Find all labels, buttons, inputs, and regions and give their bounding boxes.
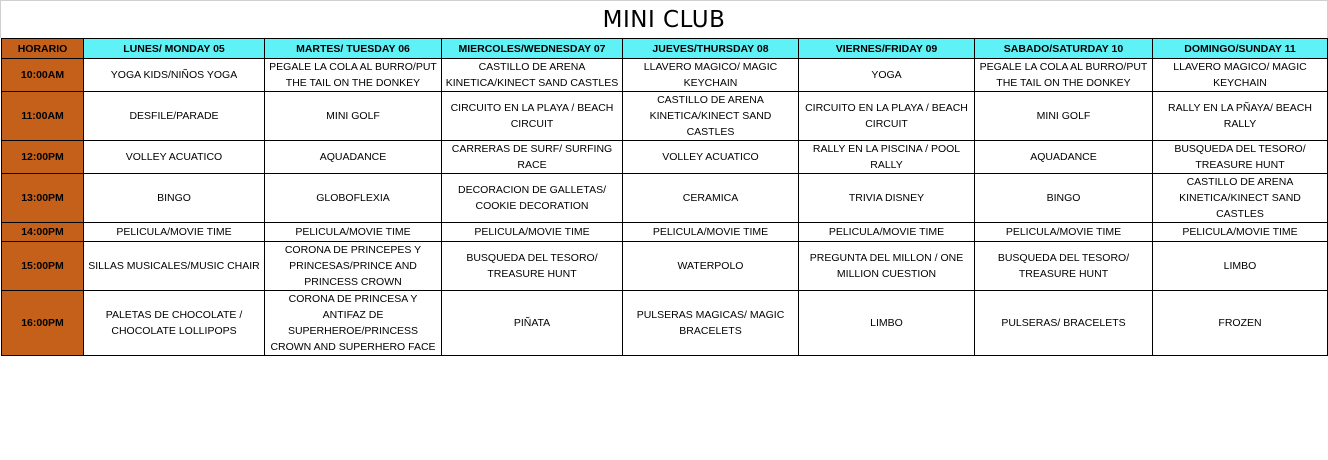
table-row	[2, 92, 1328, 141]
activity-cell: CARRERAS DE SURF/ SURFING RACE	[442, 141, 623, 174]
activity-cell: FROZEN	[1153, 291, 1328, 356]
activity-cell: PALETAS DE CHOCOLATE / CHOCOLATE LOLLIPOPS	[84, 291, 265, 356]
activity-cell: BUSQUEDA DEL TESORO/ TREASURE HUNT	[442, 242, 623, 291]
time-slot: 10:00AM	[2, 59, 84, 92]
activity-cell: AQUADANCE	[265, 141, 442, 174]
activity-cell: BINGO	[975, 174, 1153, 223]
activity-cell: TRIVIA DISNEY	[799, 174, 975, 223]
activity-cell: PULSERAS/ BRACELETS	[975, 291, 1153, 356]
activity-cell: PREGUNTA DEL MILLON / ONE MILLION CUESTION	[799, 242, 975, 291]
activity-cell: CASTILLO DE ARENA KINETICA/KINECT SAND CASTLES	[1153, 174, 1328, 223]
header-day-friday: VIERNES/FRIDAY 09	[799, 39, 975, 59]
activity-cell: RALLY EN LA PÑAYA/ BEACH RALLY	[1153, 92, 1328, 141]
table-row	[2, 59, 1328, 92]
page-title: MINI CLUB	[0, 0, 1328, 38]
activity-cell: VOLLEY ACUATICO	[623, 141, 799, 174]
activity-cell: PEGALE LA COLA AL BURRO/PUT THE TAIL ON THE DONKEY	[265, 59, 442, 92]
header-day-saturday: SABADO/SATURDAY 10	[975, 39, 1153, 59]
activity-cell: LIMBO	[799, 291, 975, 356]
activity-cell: PELICULA/MOVIE TIME	[84, 223, 265, 242]
activity-cell: PIÑATA	[442, 291, 623, 356]
activity-cell: LIMBO	[1153, 242, 1328, 291]
activity-cell: LLAVERO MAGICO/ MAGIC KEYCHAIN	[623, 59, 799, 92]
activity-cell: PULSERAS MAGICAS/ MAGIC BRACELETS	[623, 291, 799, 356]
activity-cell: BUSQUEDA DEL TESORO/ TREASURE HUNT	[1153, 141, 1328, 174]
activity-cell: AQUADANCE	[975, 141, 1153, 174]
activity-cell: BINGO	[84, 174, 265, 223]
activity-cell: CERAMICA	[623, 174, 799, 223]
time-slot: 11:00AM	[2, 92, 84, 141]
activity-cell: CIRCUITO EN LA PLAYA / BEACH CIRCUIT	[442, 92, 623, 141]
time-slot: 13:00PM	[2, 174, 84, 223]
activity-cell: CASTILLO DE ARENA KINETICA/KINECT SAND CASTLES	[442, 59, 623, 92]
activity-cell: DECORACION DE GALLETAS/ COOKIE DECORATION	[442, 174, 623, 223]
schedule-table	[1, 38, 1328, 356]
activity-cell: RALLY EN LA PISCINA / POOL RALLY	[799, 141, 975, 174]
header-day-wednesday: MIERCOLES/WEDNESDAY 07	[442, 39, 623, 59]
activity-cell: WATERPOLO	[623, 242, 799, 291]
activity-cell: MINI GOLF	[975, 92, 1153, 141]
activity-cell: YOGA KIDS/NIÑOS YOGA	[84, 59, 265, 92]
activity-cell: PEGALE LA COLA AL BURRO/PUT THE TAIL ON THE DONKEY	[975, 59, 1153, 92]
activity-cell: BUSQUEDA DEL TESORO/ TREASURE HUNT	[975, 242, 1153, 291]
header-row	[2, 39, 1328, 59]
table-row	[2, 223, 1328, 242]
activity-cell: CIRCUITO EN LA PLAYA / BEACH CIRCUIT	[799, 92, 975, 141]
table-row	[2, 291, 1328, 356]
activity-cell: PELICULA/MOVIE TIME	[975, 223, 1153, 242]
time-slot: 12:00PM	[2, 141, 84, 174]
time-slot: 14:00PM	[2, 223, 84, 242]
table-row	[2, 174, 1328, 223]
activity-cell: PELICULA/MOVIE TIME	[623, 223, 799, 242]
activity-cell: LLAVERO MAGICO/ MAGIC KEYCHAIN	[1153, 59, 1328, 92]
header-day-monday: LUNES/ MONDAY 05	[84, 39, 265, 59]
time-slot: 16:00PM	[2, 291, 84, 356]
activity-cell: GLOBOFLEXIA	[265, 174, 442, 223]
activity-cell: PELICULA/MOVIE TIME	[442, 223, 623, 242]
activity-cell: YOGA	[799, 59, 975, 92]
time-slot: 15:00PM	[2, 242, 84, 291]
activity-cell: SILLAS MUSICALES/MUSIC CHAIR	[84, 242, 265, 291]
activity-cell: CORONA DE PRINCESA Y ANTIFAZ DE SUPERHEROE/PRINCESS CROWN AND SUPERHERO FACE	[265, 291, 442, 356]
activity-cell: PELICULA/MOVIE TIME	[1153, 223, 1328, 242]
header-time-label: HORARIO	[2, 39, 84, 59]
activity-cell: MINI GOLF	[265, 92, 442, 141]
table-row	[2, 242, 1328, 291]
activity-cell: PELICULA/MOVIE TIME	[265, 223, 442, 242]
activity-cell: VOLLEY ACUATICO	[84, 141, 265, 174]
table-row	[2, 141, 1328, 174]
activity-cell: CORONA DE PRINCEPES Y PRINCESAS/PRINCE AND PRINCESS CROWN	[265, 242, 442, 291]
activity-cell: DESFILE/PARADE	[84, 92, 265, 141]
header-day-thursday: JUEVES/THURSDAY 08	[623, 39, 799, 59]
header-day-sunday: DOMINGO/SUNDAY 11	[1153, 39, 1328, 59]
header-day-tuesday: MARTES/ TUESDAY 06	[265, 39, 442, 59]
activity-cell: PELICULA/MOVIE TIME	[799, 223, 975, 242]
activity-cell: CASTILLO DE ARENA KINETICA/KINECT SAND CASTLES	[623, 92, 799, 141]
